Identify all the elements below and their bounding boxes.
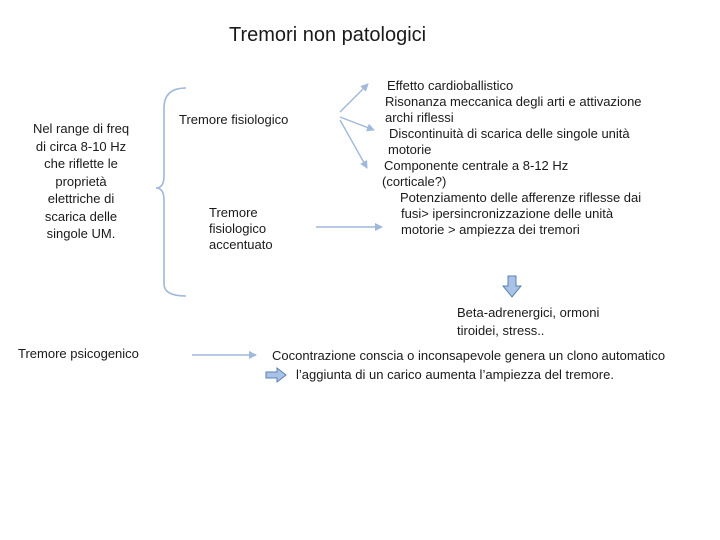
left-note-line: Nel range di freq	[32, 121, 130, 136]
cause-item: Effetto cardioballistico	[387, 78, 514, 93]
left-note-line: di circa 8-10 Hz	[35, 138, 127, 154]
down-block-arrow	[503, 276, 521, 297]
right-block-arrow	[266, 368, 286, 382]
mechanism-item: Potenziamento delle afferenze riflesse dai	[400, 190, 642, 205]
accentuated-label-line: Tremore	[209, 205, 258, 220]
accentuated-label-line: fisiologico	[209, 221, 267, 236]
left-note-line: singole UM.	[46, 226, 116, 241]
accentuated-label-line: accentuato	[209, 237, 273, 252]
arrow-to-cardioballistic	[340, 84, 368, 112]
left-note-line: scarica delle	[44, 208, 118, 224]
cause-item: Risonanza meccanica degli arti e attivazione	[385, 94, 642, 109]
trigger-line: tiroidei, stress..	[457, 323, 545, 338]
cause-item: (corticale?)	[382, 174, 447, 189]
cause-item: Componente centrale a 8-12 Hz	[384, 158, 569, 173]
trigger-line: Beta-adrenergici, ormoni	[457, 305, 600, 320]
psychogenic-description-line1: Cocontrazione conscia o inconsapevole genera un clono automatico	[272, 348, 666, 363]
mechanism-item: fusi> ipersincronizzazione delle unità	[401, 206, 614, 221]
mechanism-item: motorie > ampiezza dei tremori	[401, 222, 580, 237]
cause-item: Discontinuità di scarica delle singole unità	[389, 126, 630, 141]
grouping-brace	[156, 88, 186, 296]
cause-item: archi riflessi	[385, 110, 454, 125]
psychogenic-description-line2: l’aggiunta di un carico aumenta l’ampiezza del tremore.	[296, 367, 614, 382]
left-note-line: proprietà	[55, 173, 107, 189]
left-note-line: elettriche di	[47, 191, 115, 206]
page-title: Tremori non patologici	[229, 24, 427, 46]
physiological-tremor-label: Tremore fisiologico	[179, 112, 289, 127]
cause-item: motorie	[388, 142, 432, 157]
arrow-to-discontinuity	[340, 120, 367, 168]
psychogenic-tremor-label: Tremore psicogenico	[18, 346, 139, 361]
left-note-line: che riflette le	[44, 156, 118, 171]
